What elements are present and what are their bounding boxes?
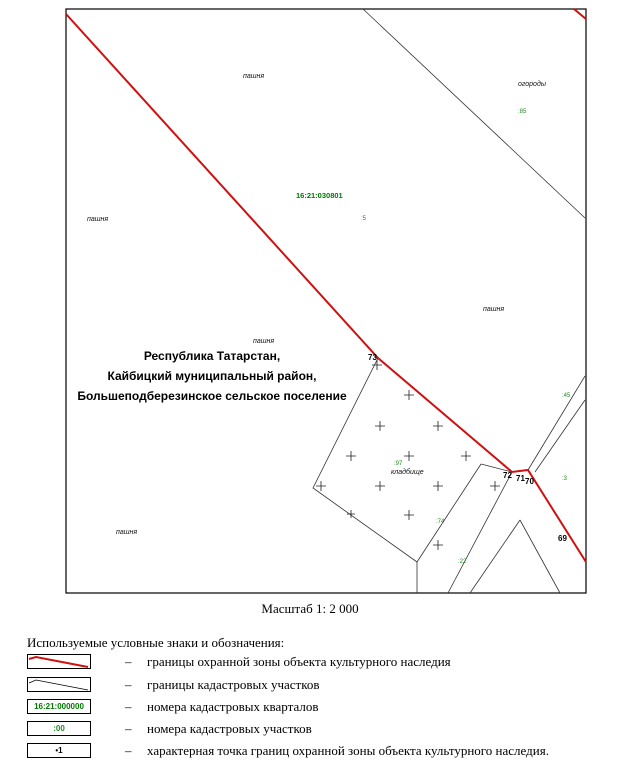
region-label-line-2: Кайбицкий муниципальный район, [107,369,317,383]
legend-symbol-parcel-boundary [27,677,91,692]
parcel-number: :5 [361,216,367,222]
parcel-number: :74 [436,519,445,525]
boundary-point-number: 69 [558,534,567,543]
parcel-number: :85 [518,109,527,115]
legend-title: Используемые условные знаки и обозначения: [27,635,285,650]
land-label-ogorody: огороды [518,81,546,88]
land-label-pashnya: пашня [87,216,109,223]
legend-text: границы охранной зоны объекта культурного наследия [147,654,451,669]
legend-item-quarter-number [27,699,617,716]
legend-symbol-parcel-number [27,721,91,736]
legend-text: номера кадастровых участков [147,721,312,736]
cadastral-quarter-number: 16:21:030801 [296,191,343,200]
legend-item-characteristic-point [27,743,617,760]
parcel-number: :22 [458,559,467,565]
region-label-line-3: Большеподберезинское сельское поселение [77,389,347,403]
land-label-pashnya: пашня [243,73,265,80]
black-line-icon [28,678,90,691]
legend-dash: – [125,743,132,758]
legend-symbol-text: •1 [55,746,63,755]
boundary-point-number: 72 [503,471,512,480]
boundary-point-number: 73 [368,353,377,362]
map-scale: Масштаб 1: 2 000 [261,601,359,616]
land-label-pashnya: пашня [483,306,505,313]
land-label-kladbische: кладбище [391,469,424,476]
legend-symbol-text: :00 [53,724,65,733]
legend-text: номера кадастровых кварталов [147,699,319,714]
red-line-icon [28,655,90,668]
parcel-number: :97 [394,461,403,467]
legend-item-heritage-boundary [27,654,617,671]
legend-dash: – [125,677,132,692]
legend-text: границы кадастровых участков [147,677,320,692]
parcel-number: :45 [562,393,571,399]
boundary-point-number: 71 [516,474,525,483]
parcel-number: :3 [562,476,568,482]
legend-dash: – [125,654,132,669]
legend-symbol-heritage-boundary [27,654,91,669]
legend-dash: – [125,721,132,736]
region-label-line-1: Республика Татарстан, [143,349,281,363]
legend-symbol-quarter-number [27,699,91,714]
legend-symbol-characteristic-point [27,743,91,758]
legend-item-parcel-boundary [27,677,617,694]
boundary-point-number: 70 [525,477,534,486]
legend-text: характерная точка границ охранной зоны объекта культурного наследия. [147,743,549,758]
land-label-pashnya: пашня [253,338,275,345]
legend-symbol-text: 16:21:000000 [34,702,84,711]
legend-item-parcel-number [27,721,617,738]
land-label-pashnya: пашня [116,529,138,536]
legend-dash: – [125,699,132,714]
